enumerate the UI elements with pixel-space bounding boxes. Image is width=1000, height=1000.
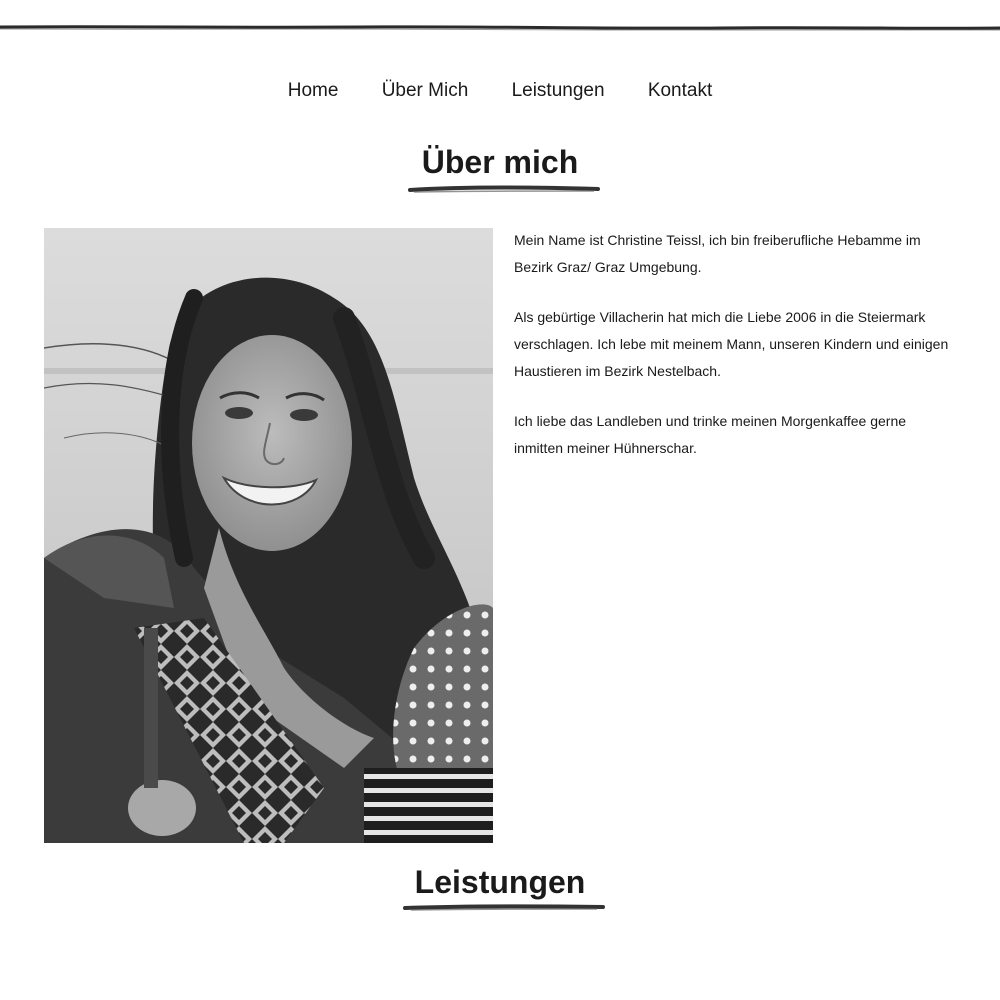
about-paragraph: Mein Name ist Christine Teissl, ich bin freiberufliche Hebamme im Bezirk Graz/ Graz Umgebung. — [514, 232, 921, 275]
about-text — [514, 227, 954, 485]
main-navigation — [0, 80, 1000, 102]
about-section-title: Über mich — [421, 144, 579, 180]
nav-item-ueber-mich[interactable]: Über Mich — [381, 80, 469, 101]
services-section-title: Leistungen — [414, 864, 586, 900]
nav-item-home[interactable]: Home — [287, 80, 339, 101]
nav-item-kontakt[interactable]: Kontakt — [647, 80, 713, 101]
portrait-photo — [44, 228, 493, 843]
about-paragraph: Ich liebe das Landleben und trinke meinen Morgenkaffee gerne inmitten meiner Hühnerschar. — [514, 413, 907, 456]
about-paragraph: Als gebürtige Villacherin hat mich die Liebe 2006 in die Steiermark verschlagen. Ich lebe mit meinem Mann, unseren Kindern und einigen Haustieren im Bezirk Nestelbach. — [514, 309, 949, 379]
top-divider-line — [0, 18, 1000, 38]
about-title-underline — [408, 183, 600, 197]
services-title-underline — [403, 901, 605, 915]
nav-item-leistungen[interactable]: Leistungen — [511, 80, 605, 101]
